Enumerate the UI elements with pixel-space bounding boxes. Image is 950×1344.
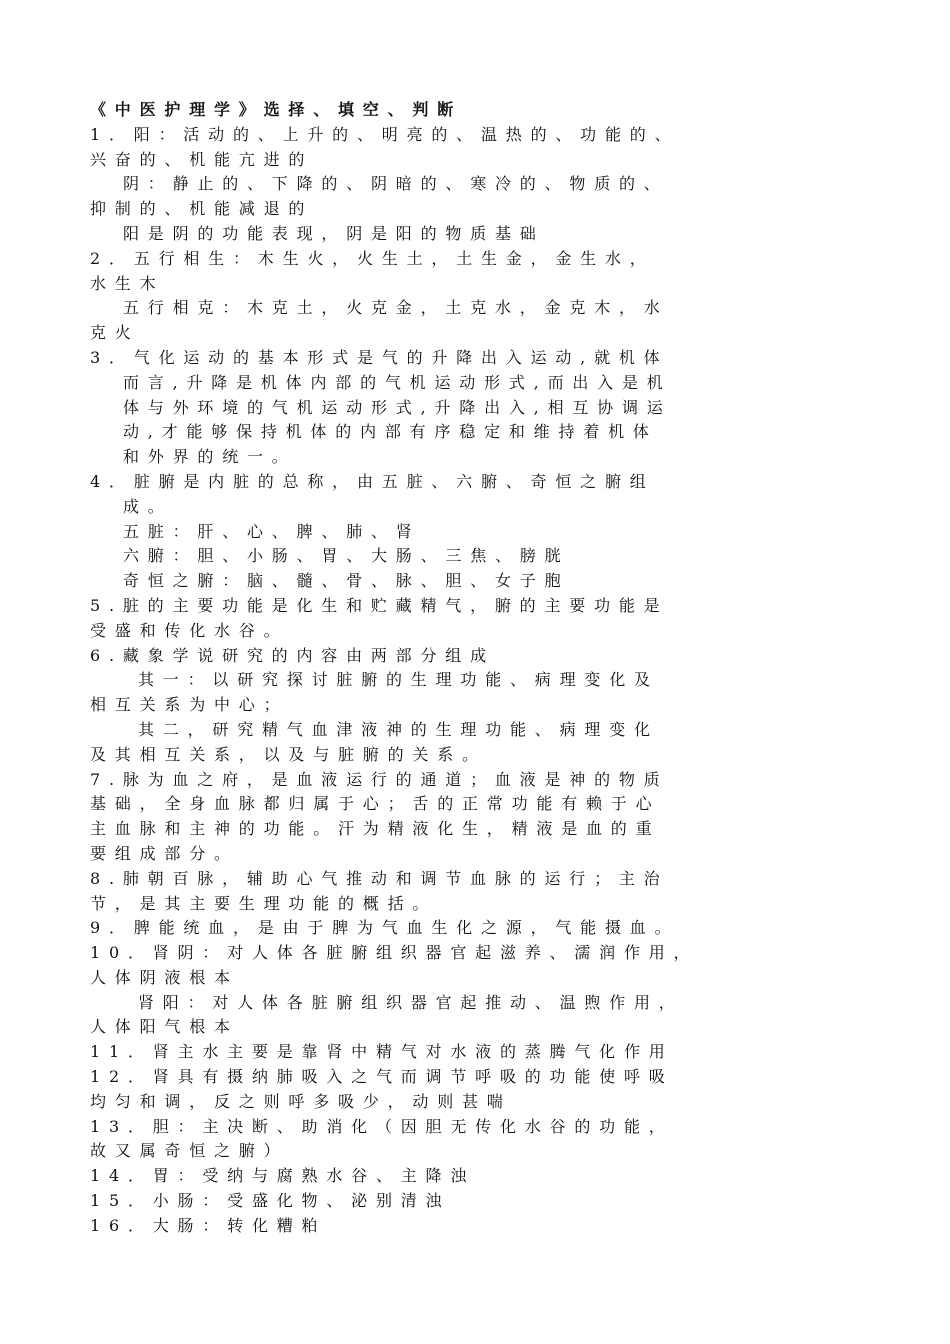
text-line: 1．阳：活动的、上升的、明亮的、温热的、功能的、 (90, 124, 680, 144)
text-line: 10．肾阴：对人体各脏腑组织器官起滋养、濡润作用， (90, 943, 699, 963)
text-line: 奇恒之腑：脑、髓、骨、脉、胆、女子胞 (123, 571, 570, 591)
text-line: 节，是其主要生理功能的概括。 (90, 893, 438, 913)
text-line: 13．胆：主决断、助消化（因胆无传化水谷的功能， (90, 1116, 674, 1136)
text-line: 3．气化运动的基本形式是气的升降出入运动,就机体 (90, 347, 669, 367)
text-line: 五脏：肝、心、脾、肺、肾 (123, 521, 421, 541)
text-line: 8.肺朝百脉，辅助心气推动和调节血脉的运行；主治 (90, 868, 669, 888)
text-line: 受盛和传化水谷。 (90, 620, 289, 640)
document-page (90, 98, 870, 1239)
text-line: 肾阳：对人体各脏腑组织器官起推动、温煦作用， (138, 992, 684, 1012)
text-line: 基础，全身血脉都归属于心；舌的正常功能有赖于心 (90, 794, 661, 814)
text-line: 相互关系为中心； (90, 695, 289, 715)
text-line: 人体阳气根本 (90, 1017, 239, 1037)
text-line: 体与外环境的气机运动形式,升降出入,相互协调运 (123, 397, 672, 417)
text-line: 其二，研究精气血津液神的生理功能、病理变化 (138, 719, 659, 739)
text-line: 六腑：胆、小肠、胃、大肠、三焦、膀胱 (123, 546, 570, 566)
text-line: 16．大肠：转化糟粕 (90, 1215, 327, 1235)
text-line: 其一：以研究探讨脏腑的生理功能、病理变化及 (138, 670, 659, 690)
text-line: 而言,升降是机体内部的气机运动形式,而出入是机 (123, 372, 672, 392)
text-line: 阳是阴的功能表现，阴是阳的物质基础 (123, 223, 545, 243)
text-line: 主血脉和主神的功能。汗为精液化生，精液是血的重 (90, 819, 661, 839)
text-line: 五行相克：木克土，火克金，土克水，金克木，水 (123, 298, 669, 318)
text-line: 人体阴液根本 (90, 967, 239, 987)
text-line: 12．肾具有摄纳肺吸入之气而调节呼吸的功能使呼吸 (90, 1067, 674, 1087)
document-body (90, 123, 870, 1239)
text-line: 及其相互关系，以及与脏腑的关系。 (90, 744, 487, 764)
text-line: 要组成部分。 (90, 843, 239, 863)
text-line: 6.藏象学说研究的内容由两部分组成 (90, 645, 495, 665)
text-line: 抑制的、机能减退的 (90, 199, 314, 219)
text-line: 阴：静止的、下降的、阴暗的、寒冷的、物质的、 (123, 174, 669, 194)
text-line: 7.脉为血之府，是血液运行的通道；血液是神的物质 (90, 769, 669, 789)
text-line: 故又属奇恒之腑） (90, 1141, 289, 1161)
text-line: 14．胃：受纳与腐熟水谷、主降浊 (90, 1166, 476, 1186)
text-line: 均匀和调，反之则呼多吸少，动则甚喘 (90, 1091, 512, 1111)
text-line: 成。 (123, 496, 173, 516)
text-line: 2．五行相生：木生火，火生土，土生金，金生水， (90, 248, 655, 268)
text-line: 克火 (90, 323, 140, 343)
text-line: 11．肾主水主要是靠肾中精气对水液的蒸腾气化作用 (90, 1042, 674, 1062)
document-title: 《中医护理学》选择、填空、判断 (90, 100, 463, 119)
text-line: 4．脏腑是内脏的总称，由五脏、六腑、奇恒之腑组 (90, 471, 655, 491)
text-line: 动,才能够保持机体的内部有序稳定和维持着机体 (123, 422, 658, 442)
text-line: 9．脾能统血，是由于脾为气血生化之源，气能摄血。 (90, 918, 680, 938)
text-line: 水生木 (90, 273, 165, 293)
text-line: 兴奋的、机能亢进的 (90, 149, 314, 169)
text-line: 5.脏的主要功能是化生和贮藏精气，腑的主要功能是 (90, 595, 669, 615)
text-line: 和外界的统一。 (123, 447, 297, 467)
text-line: 15．小肠：受盛化物、泌别清浊 (90, 1191, 451, 1211)
